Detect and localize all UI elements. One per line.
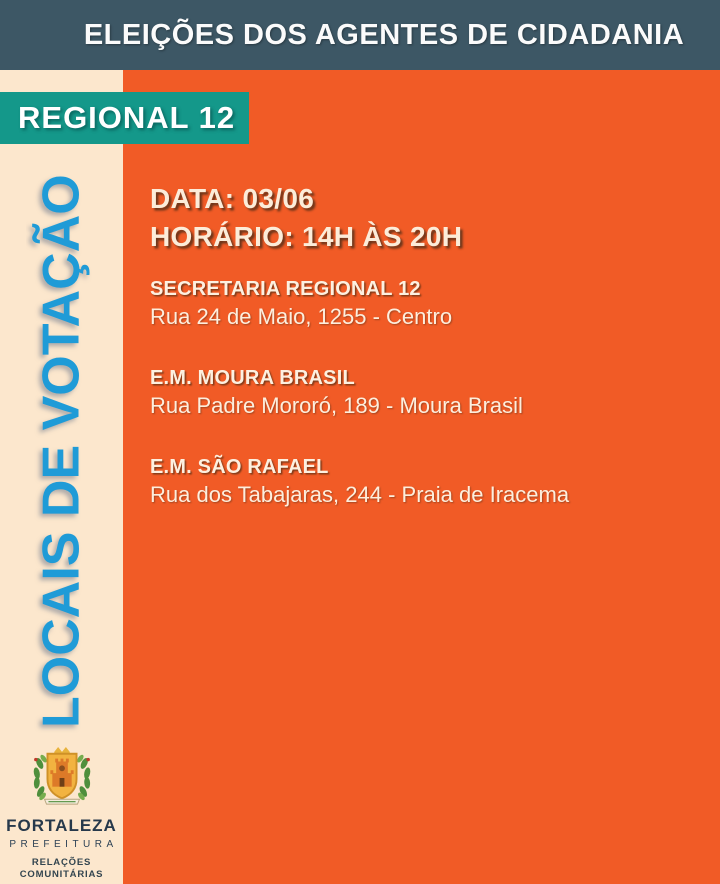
list-item bbox=[150, 276, 690, 332]
fortaleza-coat-of-arms-icon bbox=[23, 746, 101, 813]
location-address: Rua 24 de Maio, 1255 - Centro bbox=[150, 304, 453, 329]
location-address: Rua Padre Mororó, 189 - Moura Brasil bbox=[150, 393, 523, 418]
poster-title: ELEIÇÕES DOS AGENTES DE CIDADANIA bbox=[83, 18, 685, 51]
regional-badge-label: REGIONAL 12 bbox=[18, 100, 236, 135]
regional-badge bbox=[0, 92, 249, 144]
logo-department-line2: COMUNITÁRIAS bbox=[19, 869, 104, 880]
time-line: HORÁRIO: 14H ÀS 20H bbox=[150, 221, 463, 252]
fortaleza-prefeitura-logo bbox=[0, 746, 123, 881]
location-name: E.M. SÃO RAFAEL bbox=[150, 456, 329, 478]
top-header-bar bbox=[0, 0, 720, 70]
date-line: DATA: 03/06 bbox=[150, 183, 315, 214]
list-item bbox=[150, 365, 690, 421]
voting-locations-list bbox=[150, 276, 690, 510]
list-item bbox=[150, 454, 690, 510]
main-content bbox=[150, 180, 690, 543]
location-address: Rua dos Tabajaras, 244 - Praia de Iracema bbox=[150, 482, 570, 507]
logo-department-line1: RELAÇÕES bbox=[31, 857, 92, 868]
logo-city-name: FORTALEZA bbox=[6, 816, 117, 835]
location-name: SECRETARIA REGIONAL 12 bbox=[150, 278, 421, 300]
vertical-section-title: LOCAIS DE VOTAÇÃO bbox=[32, 174, 91, 728]
logo-subtitle: PREFEITURA bbox=[9, 839, 118, 850]
location-name: E.M. MOURA BRASIL bbox=[150, 367, 355, 389]
